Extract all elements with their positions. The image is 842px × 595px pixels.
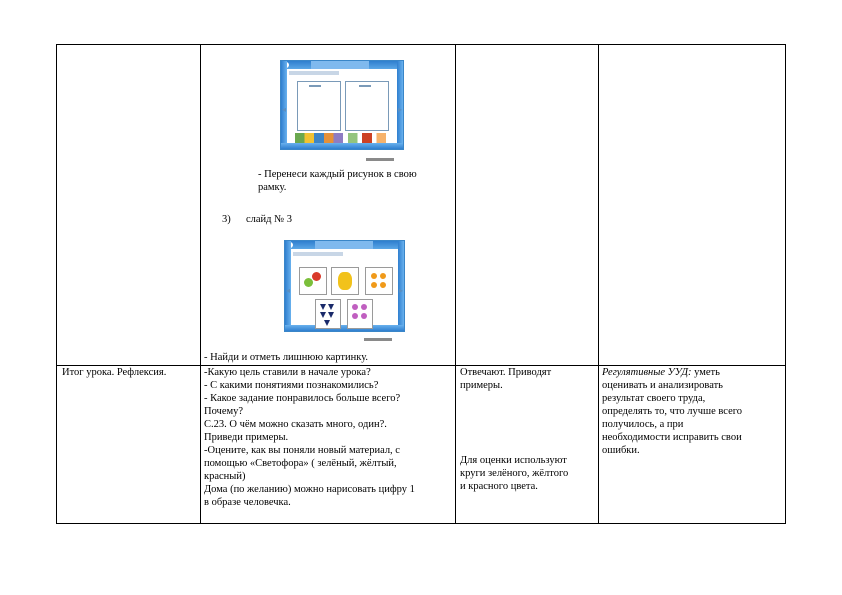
teacher-line: - Какое задание понравилось больше всего? [204, 393, 401, 404]
flowers-card [347, 299, 373, 329]
column-divider [455, 45, 456, 523]
banana-card [331, 267, 359, 295]
stage-title: Итог урока. Рефлексия. [62, 367, 167, 378]
slide-caption-strip [364, 338, 392, 341]
slide-2-instruction: - Перенеси каждый рисунок в свою рамку. [258, 169, 417, 193]
column-divider [200, 45, 201, 523]
teacher-line: -Какую цель ставили в начале урока? [204, 367, 371, 378]
teacher-line: красный) [204, 471, 246, 482]
teacher-line: Приведи примеры. [204, 432, 289, 443]
slide-3-heading-text: слайд № 3 [246, 214, 293, 225]
slide-2-thumbnail: ◂ ▸ [280, 60, 404, 150]
students-line: круги зелёного, жёлтого [460, 468, 569, 479]
teacher-line: Почему? [204, 406, 244, 417]
uud-line: необходимости исправить свои [602, 432, 742, 443]
teacher-line: -Оцените, как вы поняли новый материал, с [204, 445, 400, 456]
slide-caption-strip [366, 158, 394, 161]
teacher-line: С.23. О чём можно сказать много, один?. [204, 419, 387, 430]
teacher-activity [204, 366, 454, 509]
uud-line: оценивать и анализировать [602, 380, 723, 391]
uud-line: уметь [694, 367, 720, 378]
uud-line: определять то, что лучше всего [602, 406, 743, 417]
students-line: примеры. [460, 380, 503, 391]
slide-3-thumbnail: ◂ ▸ [284, 240, 405, 332]
orange-dots-card [365, 267, 393, 295]
students-line: Для оценки используют [460, 455, 567, 466]
column-divider [598, 45, 599, 523]
teacher-line: - С какими понятиями познакомились? [204, 380, 379, 391]
slide-3-heading [222, 213, 292, 226]
slide-3-instruction: - Найди и отметь лишнюю картинку. [204, 352, 369, 363]
fruit-card [299, 267, 327, 295]
teacher-line: в образе человечка. [204, 497, 291, 508]
uud-line: ошибки. [602, 445, 640, 456]
students-line: Отвечают. Приводят [460, 367, 552, 378]
students-activity-bottom [460, 454, 592, 493]
uud-line: результат своего труда, [602, 393, 706, 404]
uud-label: Регулятивные УУД: [602, 367, 692, 378]
slide-3-heading-number: 3) [222, 214, 231, 225]
uud-line: получилось, а при [602, 419, 684, 430]
teacher-line: помощью «Светофора» ( зелёный, жёлтый, [204, 458, 397, 469]
students-activity-top [460, 366, 592, 392]
teacher-line: Дома (по желанию) можно нарисовать цифру 1 [204, 484, 415, 495]
uud-column [602, 366, 778, 457]
students-line: и красного цвета. [460, 481, 538, 492]
triangles-card [315, 299, 341, 329]
